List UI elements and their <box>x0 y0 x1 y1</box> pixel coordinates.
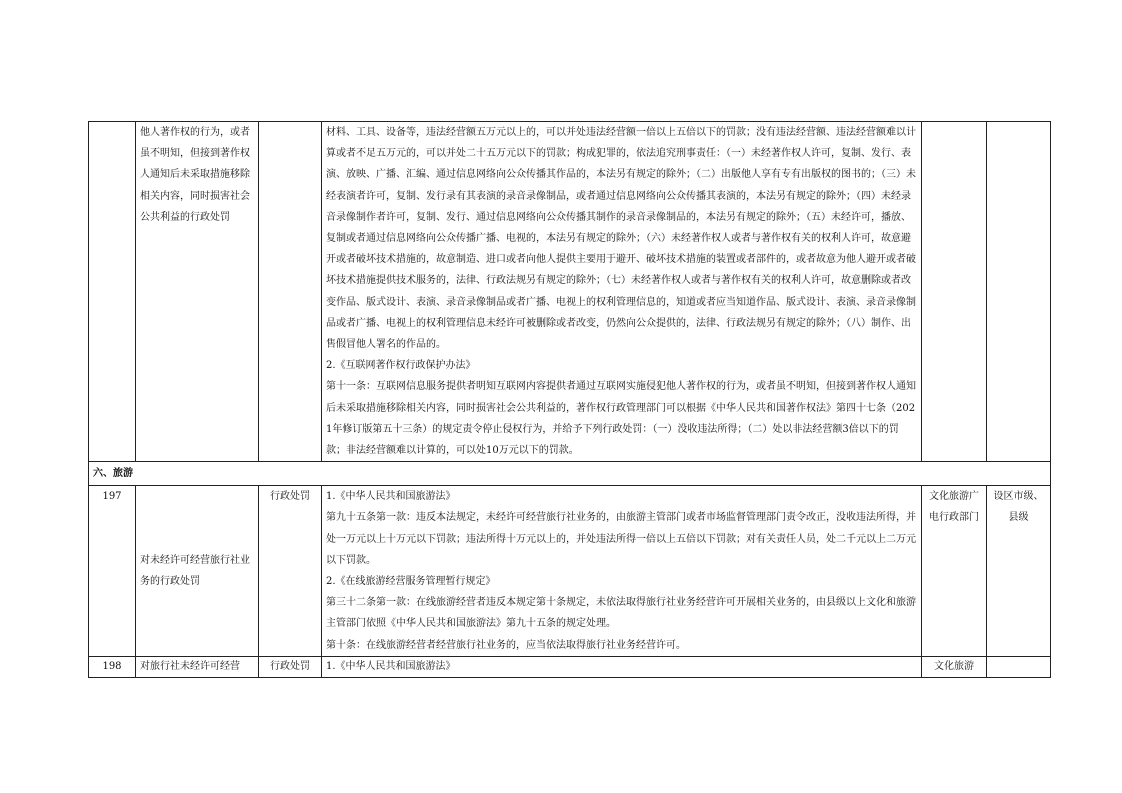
legal-basis-paragraph: 第十条：在线旅游经营者经营旅行社业务的，应当依法取得旅行社业务经营许可。 <box>326 639 686 651</box>
legal-basis-paragraph: 第三十二条第一款：在线旅游经营者违反本规定第十条规定，未依法取得旅行社业务经营许可开展相关业务的，由县级以上文化和旅游主管部门依照《中华人民共和国旅游法》第九十五条的规定处理。 <box>326 597 916 630</box>
item-name-cell: 对未经许可经营旅行社业务的行政处罚 <box>136 486 259 657</box>
legal-basis-paragraph: 第九十五条第一款：违反本法规定，未经许可经营旅行社业务的，由旅游主管部门或者市场监督管理部门责令改正，没收违法所得，并处一万元以上十万元以下罚款；违法所得十万元以上的，并处违法所得一倍以上五倍以下罚款；对有关责任人员，处二千元以上二万元以下罚款。 <box>326 512 916 566</box>
level-cell: 设区市级、县级 <box>987 486 1051 657</box>
department-cell <box>922 122 987 462</box>
penalty-table <box>88 121 1051 678</box>
table-row <box>89 122 1051 462</box>
legal-basis-paragraph: 1.《中华人民共和国旅游法》 <box>326 660 456 672</box>
level-cell <box>987 122 1051 462</box>
section-row <box>89 462 1051 486</box>
item-name-cell: 他人著作权的行为，或者虽不明知，但接到著作权人通知后未采取措施移除相关内容，同时损害社会公共利益的行政处罚 <box>136 122 259 462</box>
table-row <box>89 486 1051 657</box>
item-number-cell <box>89 122 136 462</box>
item-name-cell: 对旅行社未经许可经营 <box>136 656 259 677</box>
item-type-cell: 行政处罚 <box>259 486 322 657</box>
legal-basis-paragraph: 2.《互联网著作权行政保护办法》 <box>326 360 476 372</box>
department-cell: 文化旅游广电行政部门 <box>922 486 987 657</box>
item-number-cell: 198 <box>89 656 136 677</box>
department-cell: 文化旅游 <box>922 656 987 677</box>
legal-basis-paragraph: 2.《在线旅游经营服务管理暂行规定》 <box>326 576 496 588</box>
legal-basis-paragraph: 第十一条：互联网信息服务提供者明知互联网内容提供者通过互联网实施侵犯他人著作权的行为，或者虽不明知，但接到著作权人通知后未采取措施移除相关内容，同时损害社会公共利益的，著作权行政管理部门可以根据《中华人民共和国著作权法》第四十七条（2021年修订版第五十三条）的规定责令停止侵权行为，并给予下列行政处罚：（一）没收违法所得；（二）处以非法经营额3倍以下的罚款；非法经营额难以计算的，可以处10万元以下的罚款。 <box>326 381 916 457</box>
legal-basis-paragraph: 1.《中华人民共和国旅游法》 <box>326 491 456 503</box>
table-row <box>89 656 1051 677</box>
legal-basis-cell <box>322 656 922 677</box>
item-number-cell: 197 <box>89 486 136 657</box>
legal-basis-cell <box>322 122 922 462</box>
level-cell <box>987 656 1051 677</box>
legal-basis-cell <box>322 486 922 657</box>
item-type-cell: 行政处罚 <box>259 656 322 677</box>
item-type-cell <box>259 122 322 462</box>
section-title: 六、旅游 <box>89 462 1051 486</box>
legal-basis-paragraph: 材料、工具、设备等，违法经营额五万元以上的，可以并处违法经营额一倍以上五倍以下的罚款；没有违法经营额、违法经营额难以计算或者不足五万元的，可以并处二十五万元以下的罚款；构成犯罪的，依法追究刑事责任：（一）未经著作权人许可，复制、发行、表演、放映、广播、汇编、通过信息网络向公众传播其作品的，本法另有规定的除外；（二）出版他人享有专有出版权的图书的；（三）未经表演者许可，复制、发行录有其表演的录音录像制品，或者通过信息网络向公众传播其表演的，本法另有规定的除外；（四）未经录音录像制作者许可，复制、发行、通过信息网络向公众传播其制作的录音录像制品的，本法另有规定的除外；（五）未经许可，播放、复制或者通过信息网络向公众传播广播、电视的，本法另有规定的除外；（六）未经著作权人或者与著作权有关的权利人许可，故意避开或者破坏技术措施的，故意制造、进口或者向他人提供主要用于避开、破坏技术措施的装置或者部件的，或者故意为他人避开或者破坏技术措施提供技术服务的，法律、行政法规另有规定的除外；（七）未经著作权人或者与著作权有关的权利人许可，故意删除或者改变作品、版式设计、表演、录音录像制品或者广播、电视上的权利管理信息的，知道或者应当知道作品、版式设计、表演、录音录像制品或者广播、电视上的权利管理信息未经许可被删除或者改变，仍然向公众提供的，法律、行政法规另有规定的除外；（八）制作、出售假冒他人署名的作品的。 <box>326 127 916 351</box>
